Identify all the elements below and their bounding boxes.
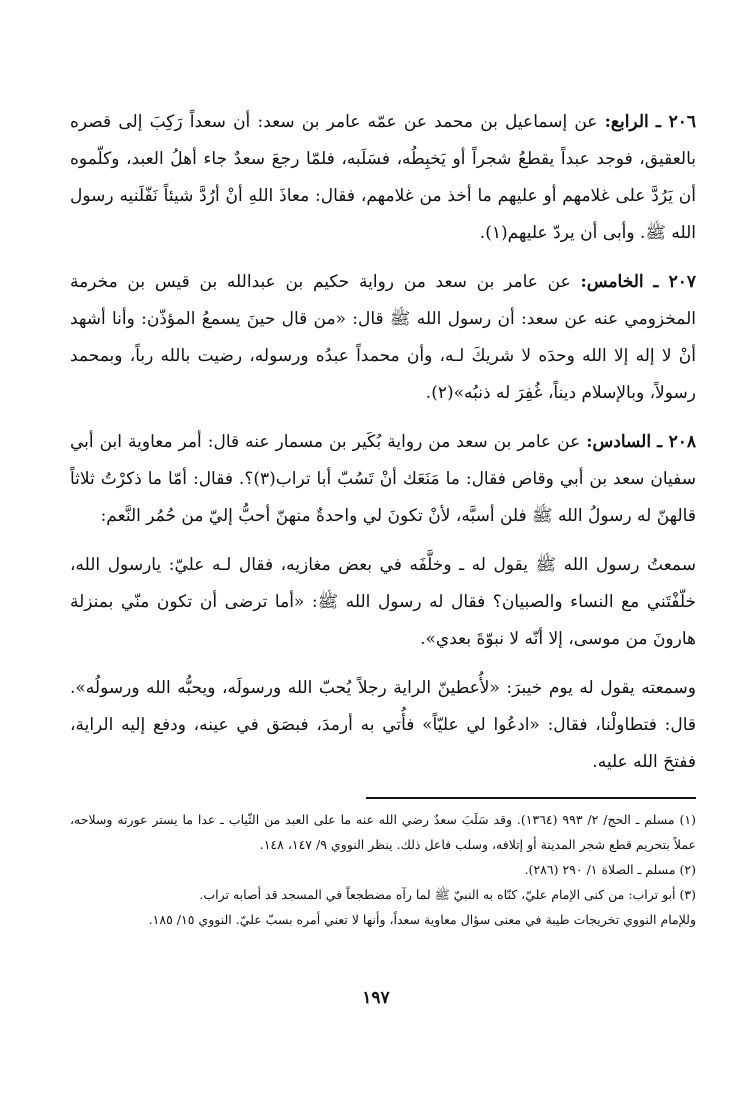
- paragraph-text: عن عامر بن سعد من رواية بُكَير بن مسمار عنه قال: أمر معاوية ابن أبي سفيان سعد بن أبي وقاص فقال: ما مَنَعَك أنْ تَسُبّ أبا تراب(٣)؟. فقال: أمّا ما ذكرْتُ ثلاثاً قالهنّ له رسولُ الله ﷺ فلن أسبَّه، لأنْ تكونَ لي واحدةٌ منهنّ أحبُّ إليّ من حُمُر النَّعم:: [70, 432, 696, 526]
- paragraph-207: [70, 264, 696, 412]
- section-label: السادس:: [586, 432, 652, 452]
- section-label: الرابع:: [604, 112, 649, 132]
- paragraph-text: عن إسماعيل بن محمد عن عمّه عامر بن سعد: أن سعداً رَكِبَ إلى قصره بالعقيق، فوجد عبداً يقطعُ شجراً أو يَخبِطُه، فسَلَبه، فلمّا رجعَ سعدٌ جاء أهلُ العبد، وكلّموه أن يَرُدَّ على غلامهم أو عليهم ما أخذ من غلامهم، فقال: معاذَ اللهِ أنْ أرُدَّ شيئاً نَفّلَنيه رسول الله ﷺ. وأبى أن يردّ عليهم(١).: [70, 112, 696, 243]
- section-label: الخامس:: [580, 272, 644, 292]
- footnote-2: (٢) مسلم ـ الصلاة ١/ ٢٩٠ (٢٨٦).: [524, 862, 696, 877]
- paragraph-first-saying: [70, 547, 696, 658]
- paragraph-khaybar: [70, 670, 696, 781]
- footnote-3: (٣) أبو تراب: من كنى الإمام عليّ، كنّاه به النبيّ ﷺ لما رآه مضطجعاً في المسجد قد أصابه تراب.: [199, 887, 696, 902]
- footnote-separator: [366, 797, 696, 799]
- paragraph-206: [70, 104, 696, 252]
- hadith-number: ٢٠٨ ـ: [657, 432, 696, 452]
- hadith-number: ٢٠٧ ـ: [653, 272, 697, 292]
- footnote-3-continuation: وللإمام النووي تخريجات طيبة في معنى سؤال معاوية سعداً، وأنها لا تعني أمره بسبّ عليّ. النووي ١٥/ ١٨٥.: [148, 912, 696, 927]
- footnote-1: (١) مسلم ـ الحج/ ٢/ ٩٩٣ (١٣٦٤). وقد سَلَبَ سعدٌ رضي الله عنه ما على العبد من الثّياب ـ عدا ما يستر عورته وسلاحه، عملاً بتحريم قطع شجر المدينة أو إتلافه، وسلب فاعل ذلك. ينظر النووي ٩/ ١٤٧، ١٤٨.: [70, 812, 696, 852]
- paragraph-text: وسمعته يقول له يوم خيبرَ: «لأُعطينّ الراية رجلاً يُحبّ الله ورسولَه، ويحبُّه الله ورسولُه». قال: فتطاولْنا، فقال: «ادعُوا لي عليّاً» فأُتي به أرمدَ، فبصَق في عينه، ودفع إليه الراية، ففتحَ الله عليه.: [70, 678, 696, 772]
- page-number: ١٩٧: [362, 988, 390, 1008]
- paragraph-208: [70, 424, 696, 535]
- paragraph-text: سمعتُ رسول الله ﷺ يقول له ـ وخلَّفَه في بعض مغازيه، فقال لـه عليّ: يارسول الله، خلّفْتَني مع النساء والصبيان؟ فقال له رسول الله ﷺ: «أما ترضى أن تكون منّي بمنزلة هارونَ من موسى، إلا أنّه لا نبوّةَ بعدي».: [70, 555, 696, 649]
- hadith-number: ٢٠٦ ـ: [655, 112, 697, 132]
- paragraph-text: عن عامر بن سعد من رواية حكيم بن عبدالله بن قيس بن مخرمة المخزومي عنه عن سعد: أن رسول الله ﷺ قال: «من قال حينَ يسمعُ المؤذّن: وأنا أشهد أنْ لا إله إلا الله وحدَه لا شريكَ لـه، وأن محمداً عبدُه ورسوله، رضيت بالله رباً، وبمحمد رسولاً، وبالإسلام ديناً، غُفِرَ له ذنبُه»(٢).: [70, 272, 696, 403]
